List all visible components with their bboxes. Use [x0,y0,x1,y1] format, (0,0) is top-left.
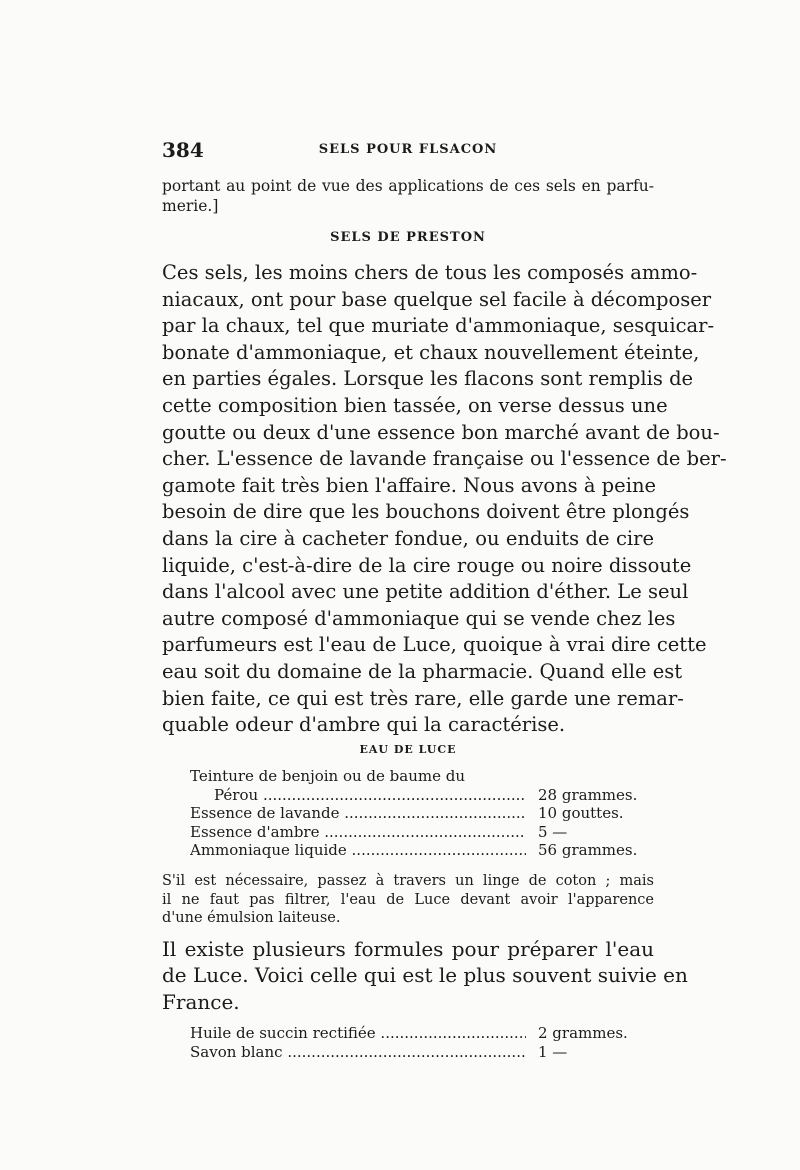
recipe-title: EAU DE LUCE [359,743,457,756]
text-line: Ces sels, les moins chers de tous les composés ammo- [162,261,698,284]
second-paragraph [162,936,688,1015]
text-line: par la chaux, tel que muriate d'ammoniaque, sesquicar- [162,314,715,338]
text-line: en parties égales. Lorsque les flacons sont remplis de [162,367,694,391]
text-line: France. [162,989,240,1014]
ingredient: Essence de lavande ..... [190,804,526,823]
page-number: 384 [162,138,204,162]
text-line: de Luce. Voici celle qui est le plus souvent suivie en [162,963,688,988]
text-line: cette composition bien tassée, on verse dessus une [162,393,668,417]
recipe-row [190,1024,650,1043]
section-title: SELS DE PRESTON [330,230,486,245]
ingredient-first-line: Teinture de benjoin ou de baume du [190,767,466,785]
text-line: goutte ou deux d'une essence bon marché avant de bou- [162,420,720,444]
recipe-row [190,804,650,823]
recipe-list [190,767,650,860]
text-line: eau soit du domaine de la pharmacie. Quand elle est [162,659,683,683]
ingredient: Essence d'ambre ..... [190,823,526,842]
quantity: 56 grammes. [538,841,638,859]
running-title: SELS POUR FLSACON [318,142,498,157]
text-line: dans la cire à cacheter fondue, ou enduits de cire [162,526,654,550]
text-line: portant au point de vue des applications de ces sels en parfu- [162,177,654,195]
text-line: S'il est nécessaire, passez à travers un linge de coton ; mais [162,873,654,889]
text-line: d'une émulsion laiteuse. [162,910,341,927]
recipe-row [190,823,650,842]
text-line: parfumeurs est l'eau de Luce, quoique à vrai dire cette [162,633,707,657]
quantity: 1 — [538,1043,568,1061]
recipe-list-2 [190,1024,650,1062]
text-line: cher. L'essence de lavande française ou l'essence de ber- [162,447,727,471]
quantity: 2 grammes. [538,1024,628,1042]
text-line: gamote fait très bien l'affaire. Nous avons à peine [162,473,657,497]
ingredient: Savon blanc ..... [190,1043,526,1062]
quantity: 10 gouttes. [538,804,624,822]
recipe-row [190,841,650,860]
recipe-row [190,786,650,805]
quantity: 28 grammes. [538,785,638,804]
text-line: bonate d'ammoniaque, et chaux nouvellement éteinte, [162,340,700,364]
text-line: dans l'alcool avec une petite addition d'éther. Le seul [162,580,689,604]
recipe-row [190,767,650,786]
intro-paragraph [162,176,654,216]
text-line: besoin de dire que les bouchons doivent être plongés [162,500,690,524]
recipe-row [190,1043,650,1062]
text-line: il ne faut pas filtrer, l'eau de Luce devant avoir l'apparence [162,891,654,908]
note-paragraph [162,872,654,928]
text-line: liquide, c'est-à-dire de la cire rouge ou noire dissoute [162,553,692,577]
ingredient: Ammoniaque liquide ..... [190,841,526,860]
page-header [162,138,654,168]
text-line: bien faite, ce qui est très rare, elle garde une remar- [162,686,684,710]
text-line: autre composé d'ammoniaque qui se vende chez les [162,606,676,630]
text-line: Il existe plusieurs formules pour préparer l'eau [162,937,654,961]
quantity: 5 — [538,822,568,841]
text-line: merie.] [162,197,219,215]
ingredient: Pérou ..... [190,786,526,805]
text-line: quable odeur d'ambre qui la caractérise. [162,713,566,737]
text-line: niacaux, ont pour base quelque sel facile à décomposer [162,287,712,311]
main-paragraph [162,260,727,739]
ingredient: Huile de succin rectifiée ..... [190,1024,526,1043]
